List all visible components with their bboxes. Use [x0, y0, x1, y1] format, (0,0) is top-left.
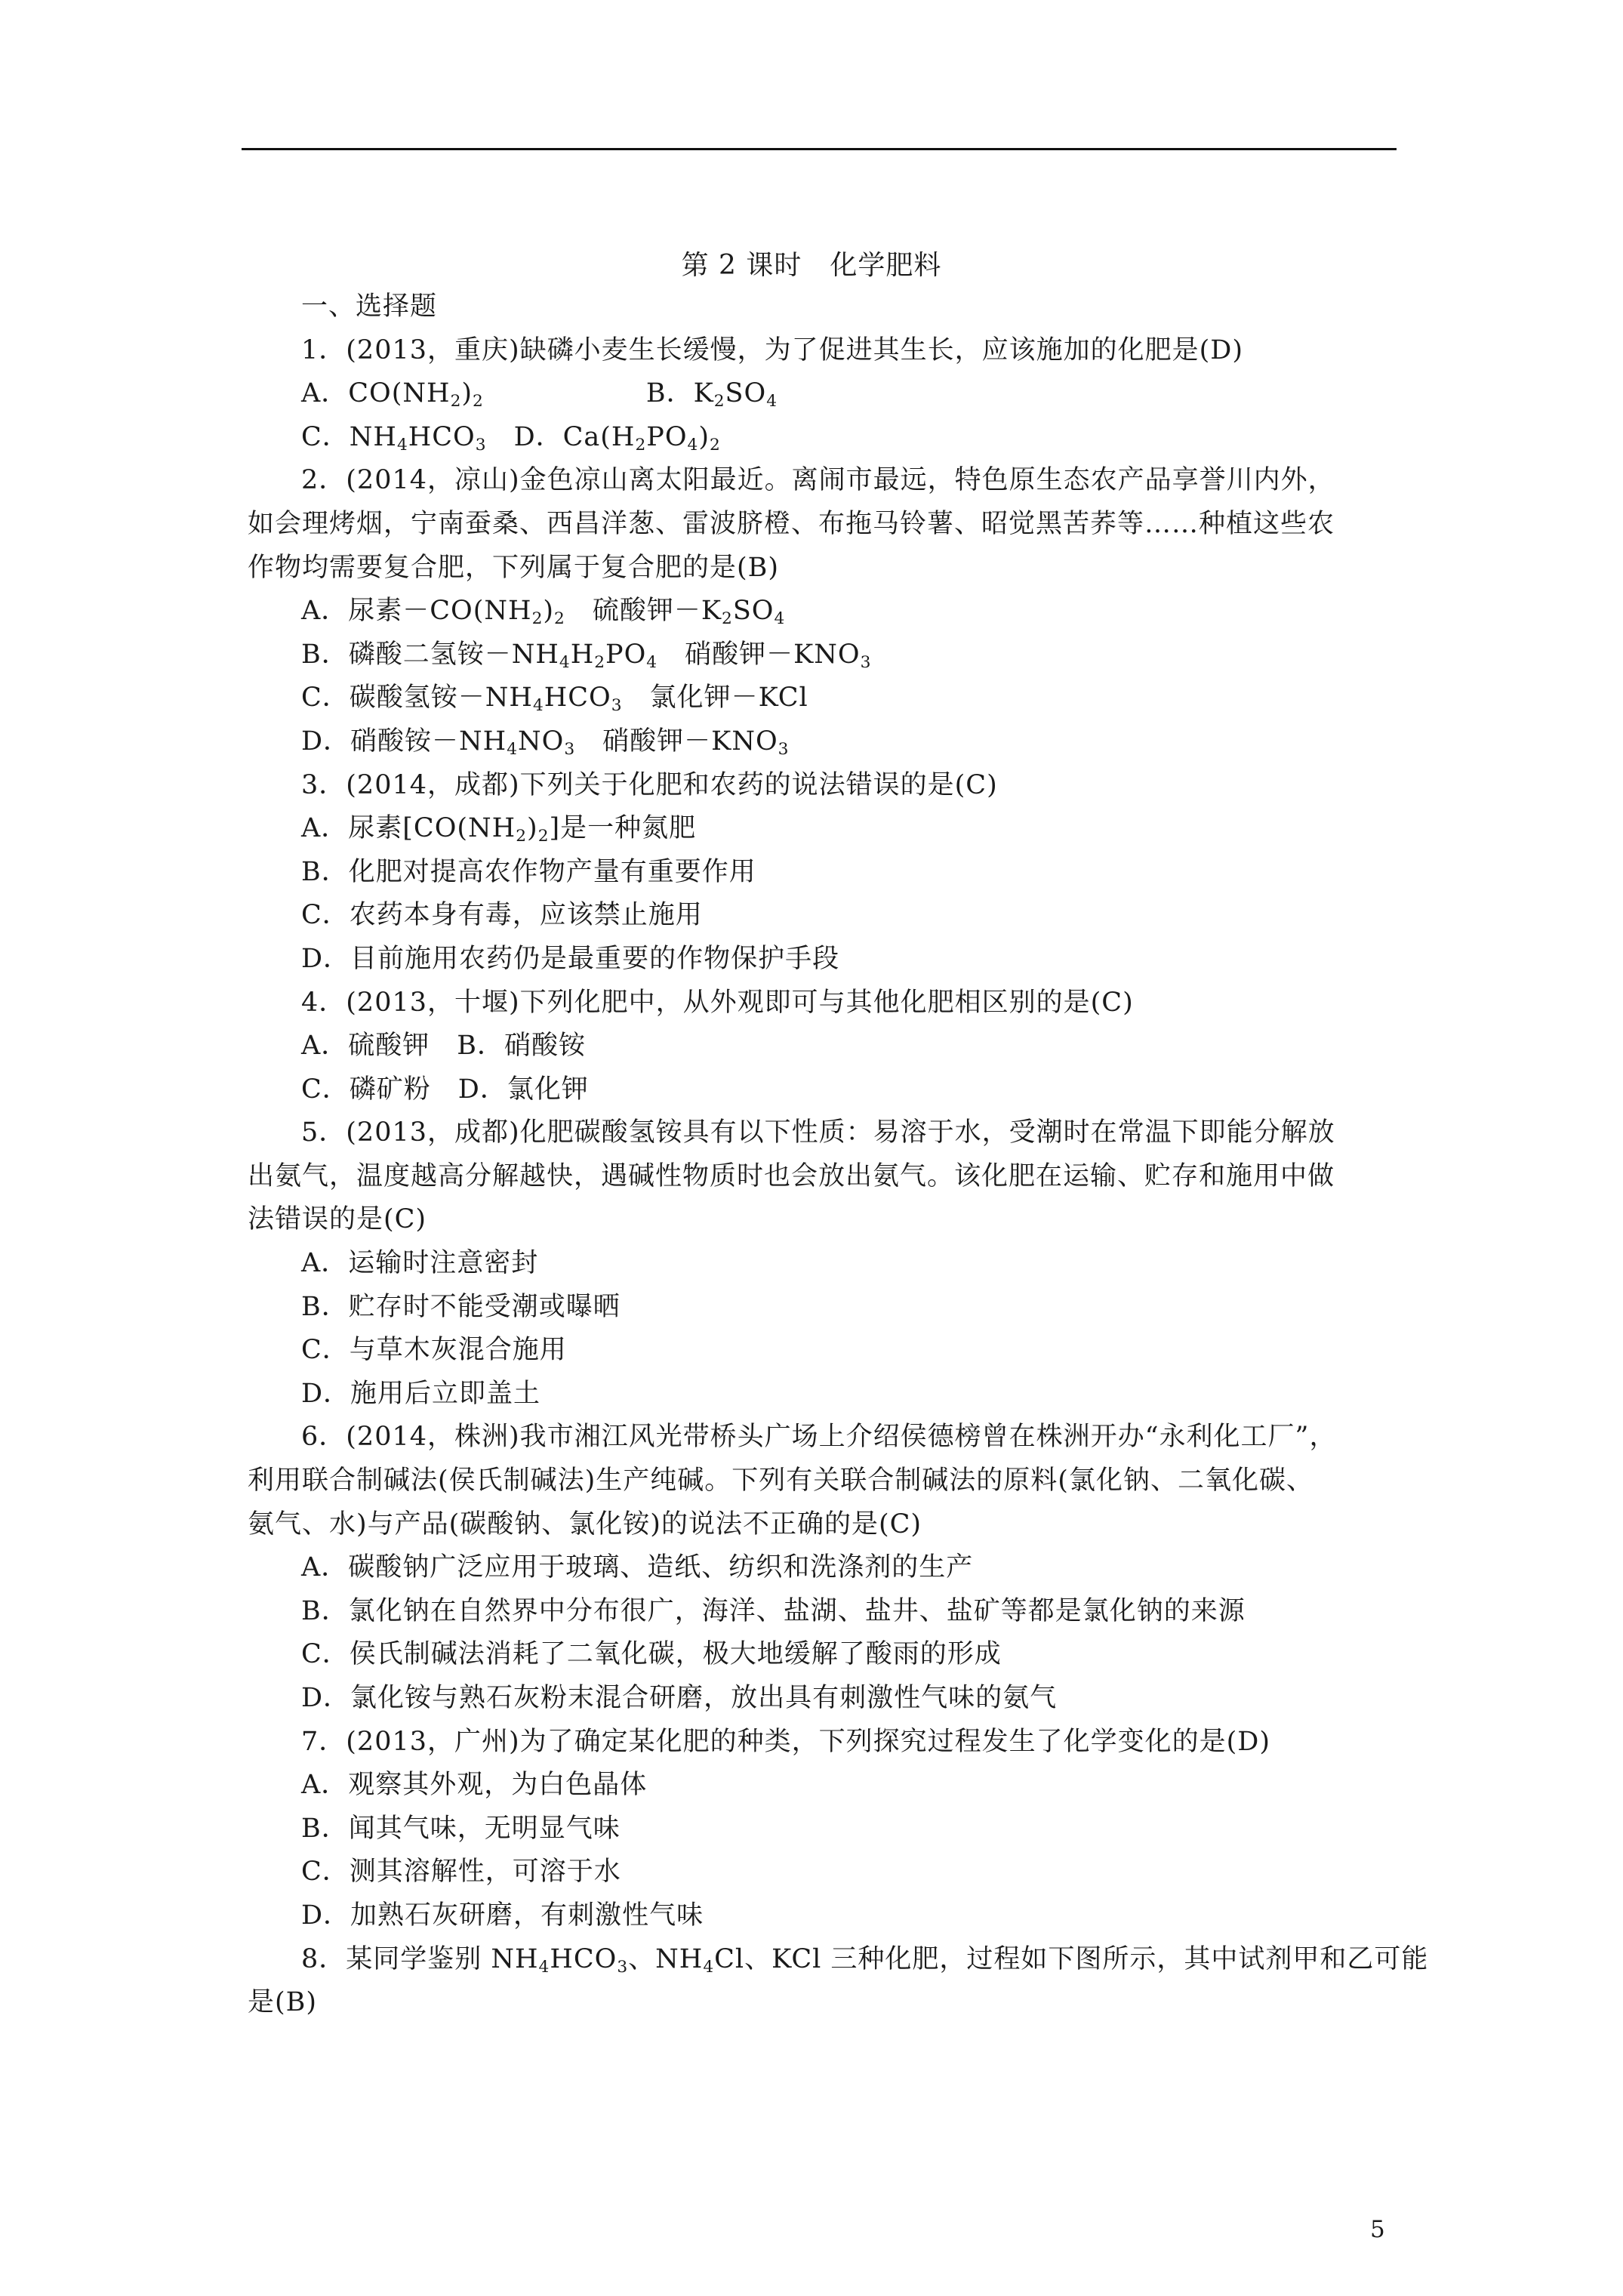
q3-stem: 3．(2014，成都)下列关于化肥和农药的说法错误的是(C): [301, 769, 998, 800]
q3-option-b: B．化肥对提高农作物产量有重要作用: [301, 856, 756, 887]
q2-stem-line2: 如会理烤烟，宁南蚕桑、西昌洋葱、雷波脐橙、布拖马铃薯、昭觉黑苦荞等……种植这些农: [248, 508, 1335, 539]
q2-stem-line3: 作物均需要复合肥，下列属于复合肥的是(B): [248, 552, 780, 583]
q6-stem-line1: 6．(2014，株洲)我市湘江风光带桥头广场上介绍侯德榜曾在株洲开办“永利化工厂”，: [301, 1422, 1337, 1453]
q1-options-cd: C．$NH_4HCO_3$ D．$Ca(H_2PO_4)_2$: [301, 421, 721, 455]
question-list: [248, 285, 1429, 2025]
q8-stem-line2: 是(B): [248, 1987, 318, 2018]
q6-stem-line3: 氨气、水)与产品(碳酸钠、氯化铵)的说法不正确的是(C): [248, 1509, 922, 1539]
q2-option-c: C．碳酸氢铵$-NH_4HCO_3$ 氯化钾－KCl: [301, 683, 808, 716]
q1-stem: 1．(2013，重庆)缺磷小麦生长缓慢，为了促进其生长，应该施加的化肥是(D): [301, 334, 1244, 365]
q6-option-a: A．碳酸钠广泛应用于玻璃、造纸、纺织和洗涤剂的生产: [301, 1552, 974, 1583]
q5-stem-line1: 5．(2013，成都)化肥碳酸氢铵具有以下性质：易溶于水，受潮时在常温下即能分解放: [301, 1117, 1335, 1148]
page-number: 5: [1370, 2216, 1385, 2243]
q7-option-d: D．加熟石灰研磨，有刺激性气味: [301, 1900, 704, 1931]
q2-stem-line1: 2．(2014，凉山)金色凉山离太阳最近。离闹市最远，特色原生态农产品享誉川内外，: [301, 465, 1335, 496]
q4-options-ab: A．硫酸钾 B．硝酸铵: [301, 1031, 586, 1062]
q5-option-d: D．施用后立即盖土: [301, 1378, 541, 1409]
q3-option-c: C．农药本身有毒，应该禁止施用: [301, 900, 703, 931]
q5-stem-line3: 法错误的是(C): [248, 1204, 427, 1235]
q5-option-b: B．贮存时不能受潮或曝晒: [301, 1291, 621, 1322]
header-rule: [242, 148, 1397, 150]
q4-options-cd: C．磷矿粉 D．氯化钾: [301, 1074, 589, 1105]
q7-stem: 7．(2013，广州)为了确定某化肥的种类，下列探究过程发生了化学变化的是(D): [301, 1726, 1271, 1757]
q3-option-a: A．尿素$[CO(NH_2)_2]$是一种氮肥: [301, 813, 697, 846]
q7-option-b: B．闻其气味，无明显气味: [301, 1813, 621, 1844]
q2-option-d: D．硝酸铵$-NH_4NO_3$ 硝酸钾$-KNO_3$: [301, 726, 790, 759]
q6-option-b: B．氯化钠在自然界中分布很广，海洋、盐湖、盐井、盐矿等都是氯化钠的来源: [301, 1595, 1246, 1626]
q7-option-a: A．观察其外观，为白色晶体: [301, 1770, 648, 1801]
q5-option-c: C．与草木灰混合施用: [301, 1335, 567, 1366]
q6-option-d: D．氯化铵与熟石灰粉末混合研磨，放出具有刺激性气味的氨气: [301, 1683, 1058, 1713]
q5-option-a: A．运输时注意密封: [301, 1248, 539, 1279]
q6-stem-line2: 利用联合制碱法(侯氏制碱法)生产纯碱。下列有关联合制碱法的原料(氯化钠、二氧化碳、: [248, 1465, 1313, 1496]
section-heading: 一、选择题: [301, 291, 438, 322]
q6-option-c: C．侯氏制碱法消耗了二氧化碳，极大地缓解了酸雨的形成: [301, 1639, 1002, 1670]
q1-options-ab: A．$CO(NH_2)_2$ B．$K_2SO_4$: [301, 378, 778, 411]
q2-option-a: A．尿素$-CO(NH_2)_2$ 硫酸钾$-K_2SO_4$: [301, 596, 786, 629]
q5-stem-line2: 出氨气，温度越高分解越快，遇碱性物质时也会放出氨气。该化肥在运输、贮存和施用中做: [248, 1160, 1335, 1191]
q3-option-d: D．目前施用农药仍是最重要的作物保护手段: [301, 943, 840, 974]
q8-stem-line1: 8．某同学鉴别 $NH_4HCO_3$、$NH_4Cl$、KCl 三种化肥，过程如下图所示，其中试剂甲和乙可能: [301, 1943, 1429, 1977]
q4-stem: 4．(2013，十堰)下列化肥中，从外观即可与其他化肥相区别的是(C): [301, 987, 1134, 1018]
q2-option-b: B．磷酸二氢铵$-NH_4H_2PO_4$ 硝酸钾$-KNO_3$: [301, 639, 872, 672]
lesson-title: 第 2 课时 化学肥料: [681, 250, 942, 281]
q7-option-c: C．测其溶解性，可溶于水: [301, 1857, 621, 1888]
